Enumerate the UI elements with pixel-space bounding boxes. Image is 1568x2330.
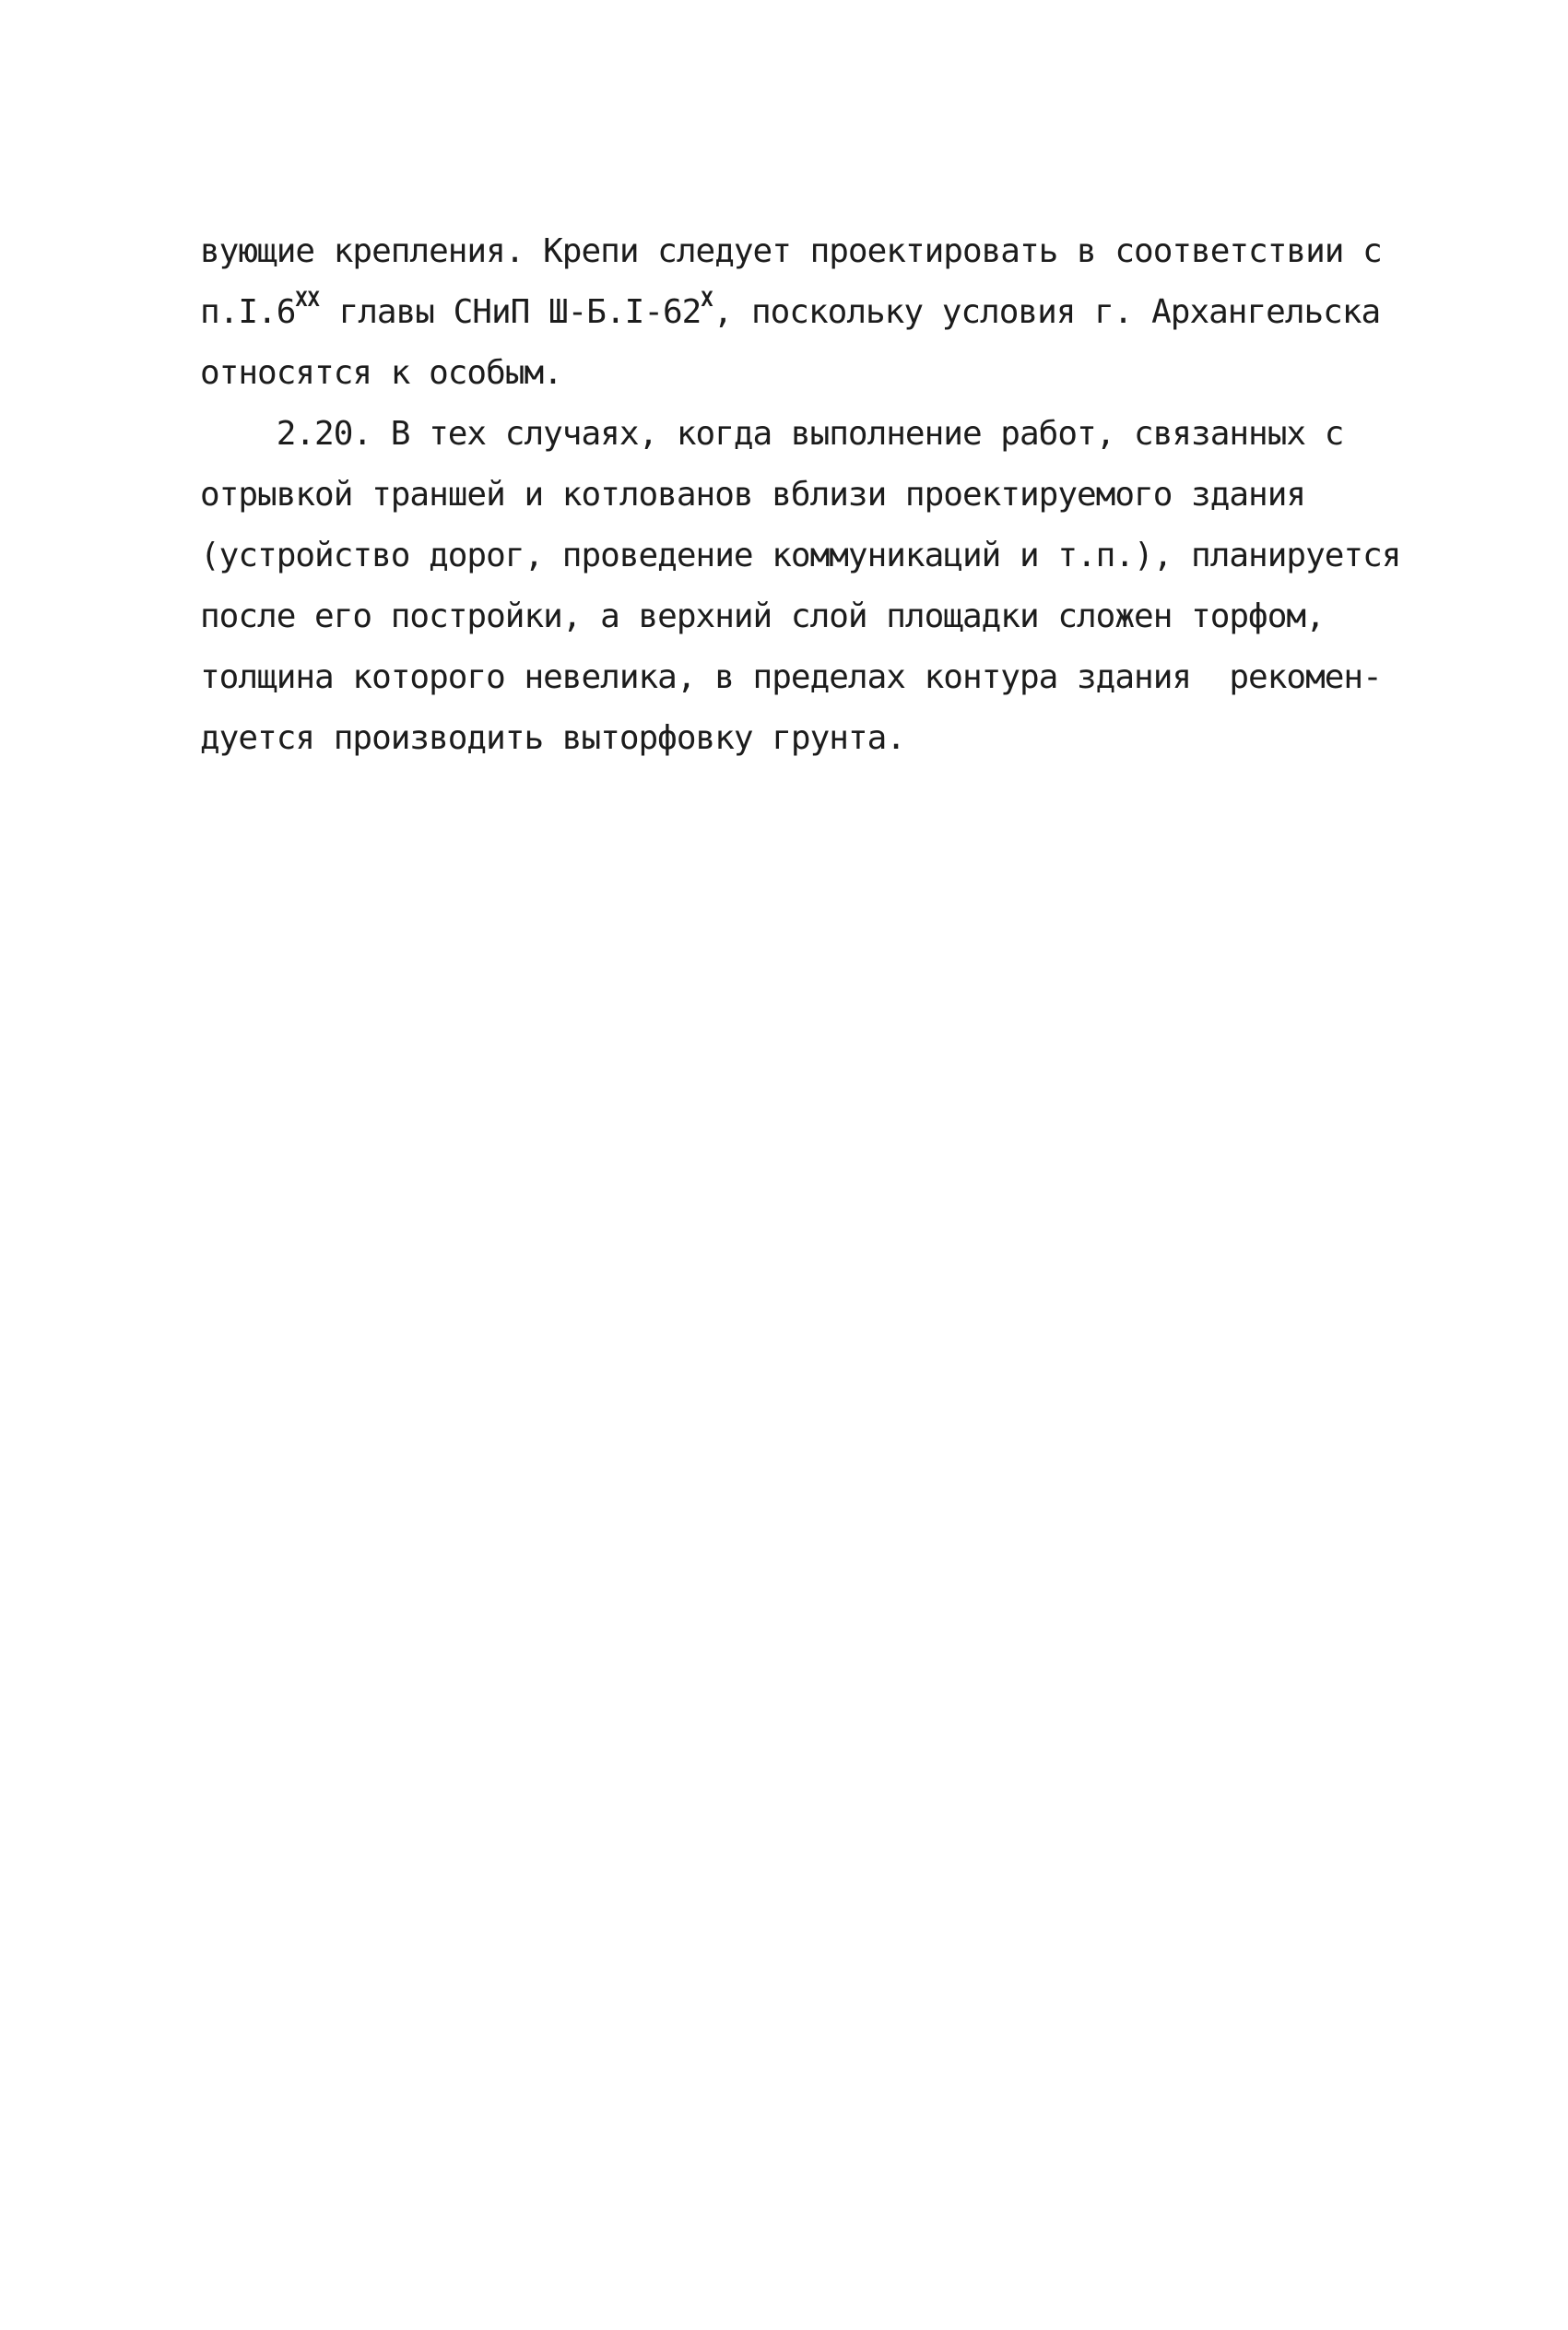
text-line: (устройство дорог, проведение коммуникаций и т.п.), планируется <box>200 537 1401 574</box>
superscript: X <box>701 289 713 312</box>
text-line: вующие крепления. Крепи следует проектировать в соответствии с <box>200 232 1382 270</box>
text-line: отрывкой траншей и котлованов вблизи проектируемого здания <box>200 476 1306 514</box>
text-fragment: главы СНиП Ш-Б.I-62 <box>319 293 701 331</box>
text-line: после его постройки, а верхний слой площадки сложен торфом, <box>200 597 1325 635</box>
text-fragment: п.I.6 <box>200 293 296 331</box>
text-fragment: , поскольку условия г. Архангельска <box>713 293 1381 331</box>
text-line: относятся к особым. <box>200 354 562 392</box>
superscript: XX <box>295 289 320 312</box>
text-line: 2.20. В тех случаях, когда выполнение работ, связанных с <box>200 415 1344 453</box>
body-text <box>200 221 1401 769</box>
text-line: толщина которого невелика, в пределах контура здания рекомен- <box>200 658 1382 696</box>
text-line <box>200 282 1398 343</box>
text-line: дуется производить выторфовку грунта. <box>200 719 905 757</box>
